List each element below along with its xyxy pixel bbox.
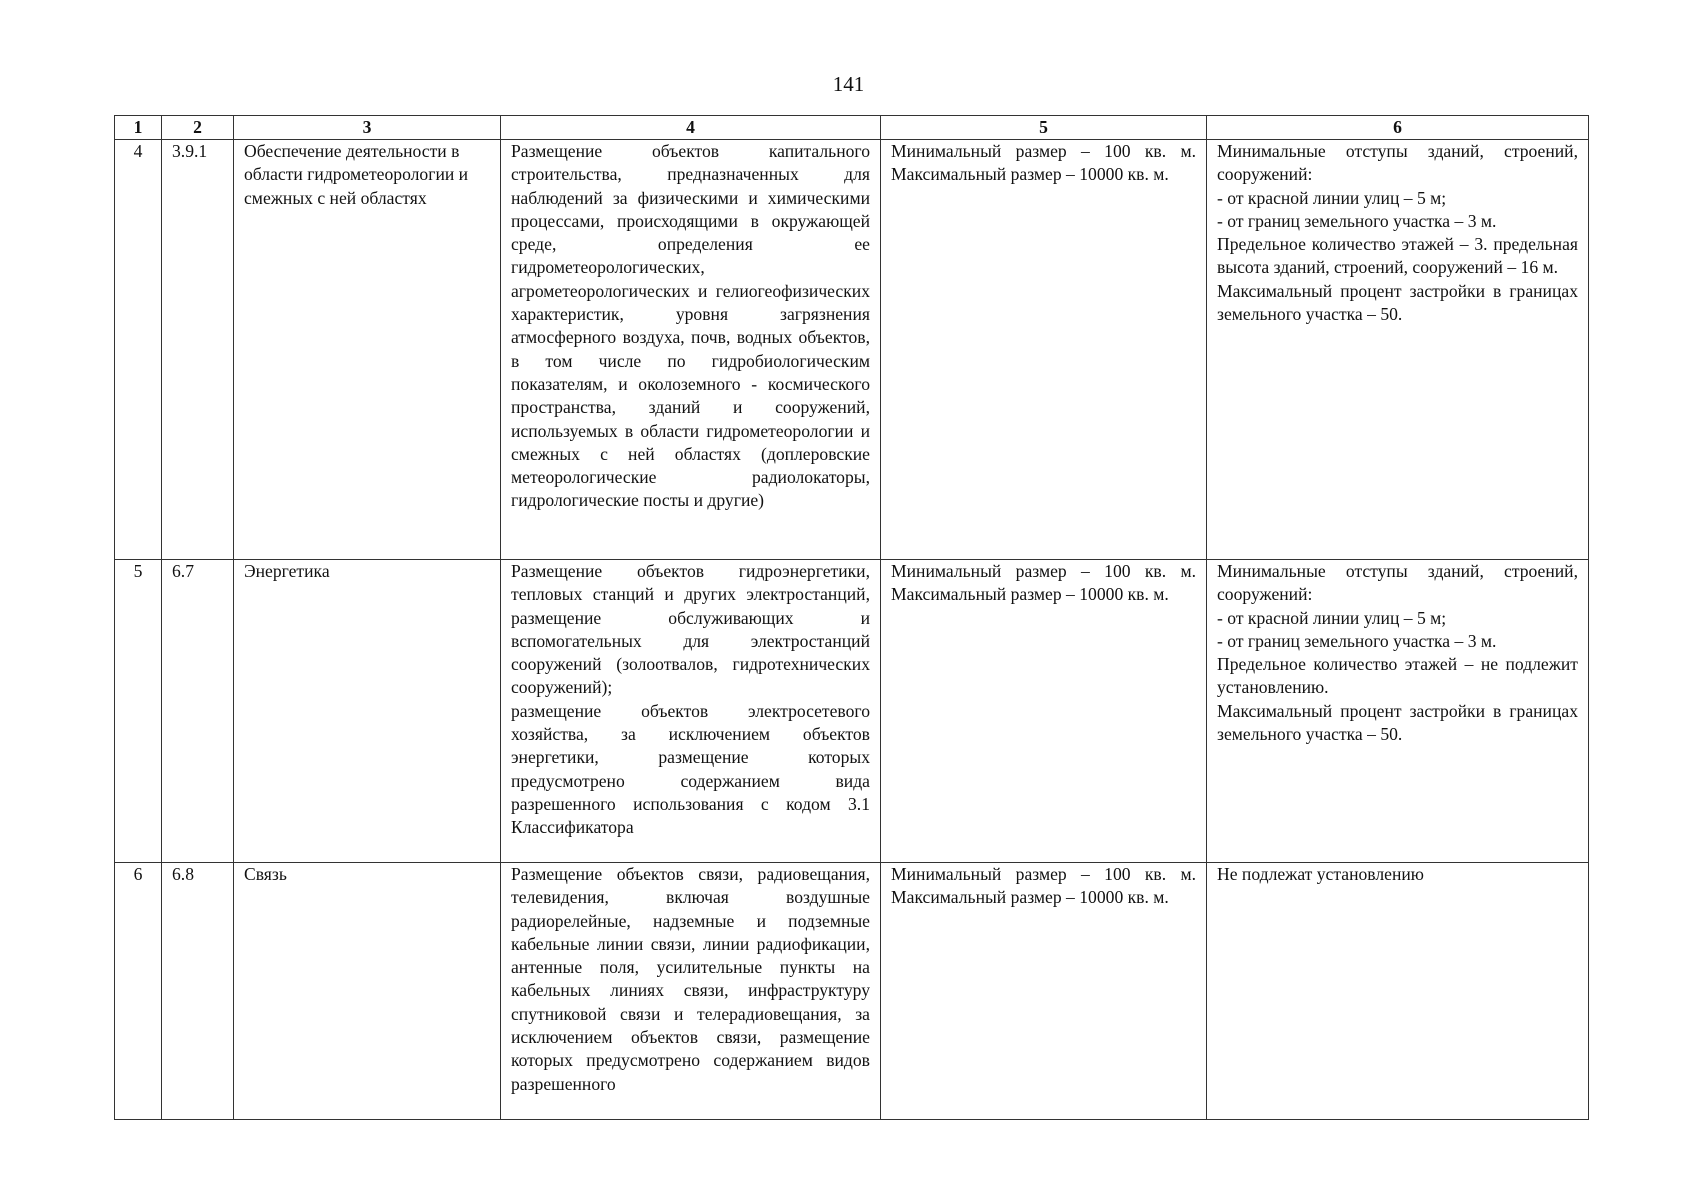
header-col-4: 4 bbox=[501, 116, 881, 140]
use-description bbox=[501, 140, 881, 560]
land-use-table bbox=[114, 115, 1589, 1120]
use-name: Связь bbox=[234, 863, 501, 1120]
construction-params bbox=[1207, 863, 1589, 1120]
use-name: Энергетика bbox=[234, 560, 501, 863]
description-clip bbox=[511, 863, 870, 1119]
row-number: 4 bbox=[115, 140, 162, 560]
description-paragraph: Размещение объектов связи, радиовещания, телевидения, включая воздушные радиорелейные, надземные и подземные кабельные линии связи, линии радиофикации, антенные поля, усилительные пункты на кабельных линиях связи, инфраструктуру спутниковой связи и телерадиовещания, за исключением объектов связи, размещение которых предусмотрено содержанием видов разрешенного bbox=[511, 864, 870, 1094]
param-line: - от границ земельного участка – 3 м. bbox=[1217, 630, 1497, 651]
page-number: 141 bbox=[832, 72, 865, 96]
param-line: Предельное количество этажей – не подлежит установлению. bbox=[1217, 654, 1578, 698]
table-row bbox=[115, 560, 1589, 863]
description-paragraph: Размещение объектов гидроэнергетики, тепловых станций и других электростанций, размещение обслуживающих и вспомогательных для электростанций сооружений (золоотвалов, гидротехнических сооружений); bbox=[511, 561, 870, 698]
param-line: Минимальные отступы зданий, строений, сооружений: bbox=[1217, 561, 1578, 605]
description-paragraph: Размещение объектов капитального строительства, предназначенных для наблюдений за физическими и химическими процессами, происходящими в окружающей среде, определения ее гидрометеорологических, агрометеорологических и гелиогеофизических характеристик, уровня загрязнения атмосферного воздуха, почв, водных объектов, в том числе по гидробиологическим показателям, и околоземного - космического пространства, зданий и сооружений, используемых в области гидрометеорологии и смежных с ней областях (доплеровские метеорологические радиолокаторы, гидрологические посты и другие) bbox=[511, 141, 870, 511]
plot-size: Минимальный размер – 100 кв. м. Максимальный размер – 10000 кв. м. bbox=[881, 560, 1207, 863]
use-description bbox=[501, 560, 881, 863]
param-line: Не подлежат установлению bbox=[1217, 864, 1424, 884]
param-line: - от красной линии улиц – 5 м; bbox=[1217, 187, 1447, 208]
header-col-3: 3 bbox=[234, 116, 501, 140]
table-row bbox=[115, 863, 1589, 1120]
description-paragraph: размещение объектов электросетевого хозяйства, за исключением объектов энергетики, размещение которых предусмотрено содержанием вида разрешенного использования с кодом 3.1 Классификатора bbox=[511, 700, 870, 838]
table-header-row bbox=[115, 116, 1589, 140]
use-code: 3.9.1 bbox=[162, 140, 234, 560]
row-number: 5 bbox=[115, 560, 162, 863]
row-number: 6 bbox=[115, 863, 162, 1120]
param-line: Максимальный процент застройки в границах земельного участка – 50. bbox=[1217, 700, 1578, 745]
param-line: - от красной линии улиц – 5 м; bbox=[1217, 607, 1447, 628]
header-col-1: 1 bbox=[115, 116, 162, 140]
param-line: Максимальный процент застройки в границах земельного участка – 50. bbox=[1217, 280, 1578, 325]
param-line: Предельное количество этажей – 3. предельная высота зданий, строений, сооружений – 16 м. bbox=[1217, 234, 1578, 278]
header-col-6: 6 bbox=[1207, 116, 1589, 140]
use-description bbox=[501, 863, 881, 1120]
plot-size: Минимальный размер – 100 кв. м. Максимальный размер – 10000 кв. м. bbox=[881, 863, 1207, 1120]
plot-size: Минимальный размер – 100 кв. м. Максимальный размер – 10000 кв. м. bbox=[881, 140, 1207, 560]
param-line: - от границ земельного участка – 3 м. bbox=[1217, 210, 1497, 231]
header-col-2: 2 bbox=[162, 116, 234, 140]
use-code: 6.8 bbox=[162, 863, 234, 1120]
use-code: 6.7 bbox=[162, 560, 234, 863]
construction-params bbox=[1207, 140, 1589, 560]
table-row bbox=[115, 140, 1589, 560]
param-line: Минимальные отступы зданий, строений, сооружений: bbox=[1217, 141, 1578, 185]
construction-params bbox=[1207, 560, 1589, 863]
header-col-5: 5 bbox=[881, 116, 1207, 140]
use-name: Обеспечение деятельности в области гидрометеорологии и смежных с ней областях bbox=[234, 140, 501, 560]
